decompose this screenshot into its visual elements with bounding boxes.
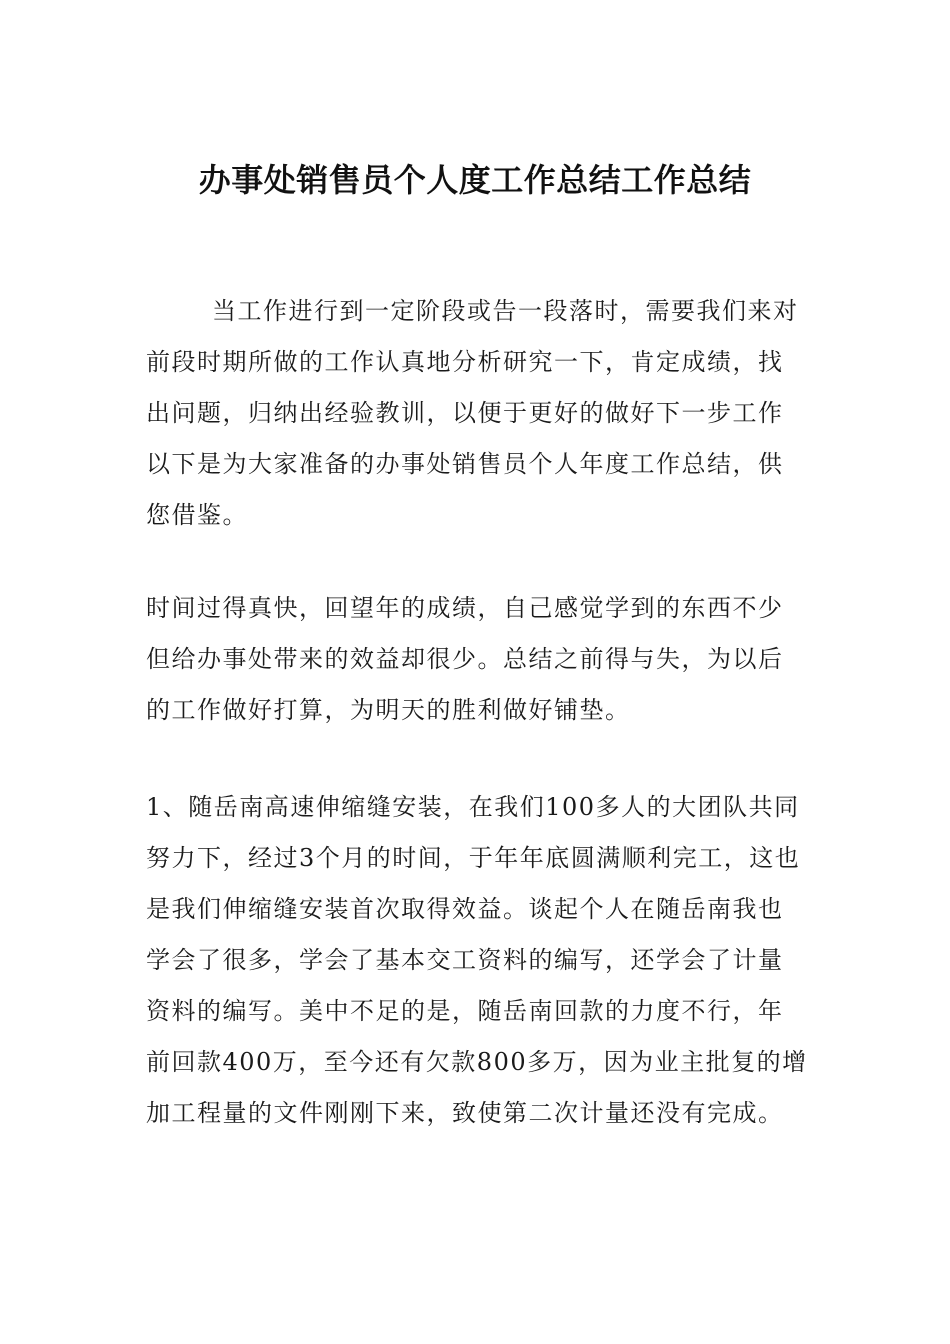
paragraph-line: 努力下，经过3个月的时间，于年年底圆满顺利完工，这也 [146,844,801,872]
item-1-paragraph [146,782,808,1139]
paragraph-line: 但给办事处带来的效益却很少。总结之前得与失，为以后 [146,645,784,673]
paragraph-line: 前段时期所做的工作认真地分析研究一下，肯定成绩，找 [146,348,784,376]
paragraph-line: 前回款400万，至今还有欠款800多万，因为业主批复的增 [146,1048,808,1076]
intro-paragraph [146,286,808,541]
summary-paragraph [146,583,808,736]
paragraph-line: 时间过得真快，回望年的成绩，自己感觉学到的东西不少 [146,594,784,622]
paragraph-line: 出问题，归纳出经验教训，以便于更好的做好下一步工作 [146,399,784,427]
paragraph-line: 当工作进行到一定阶段或告一段落时，需要我们来对 [212,297,799,325]
paragraph-line: 1、随岳南高速伸缩缝安装，在我们100多人的大团队共同 [146,793,800,821]
paragraph-line: 资料的编写。美中不足的是，随岳南回款的力度不行，年 [146,997,784,1025]
paragraph-line: 您借鉴。 [146,501,248,529]
paragraph-line: 的工作做好打算，为明天的胜利做好铺垫。 [146,696,631,724]
paragraph-line: 学会了很多，学会了基本交工资料的编写，还学会了计量 [146,946,784,974]
document-title: 办事处销售员个人度工作总结工作总结 [198,161,752,199]
paragraph-line: 加工程量的文件刚刚下来，致使第二次计量还没有完成。 [146,1099,784,1127]
paragraph-line: 以下是为大家准备的办事处销售员个人年度工作总结，供 [146,450,784,478]
paragraph-line: 是我们伸缩缝安装首次取得效益。谈起个人在随岳南我也 [146,895,784,923]
